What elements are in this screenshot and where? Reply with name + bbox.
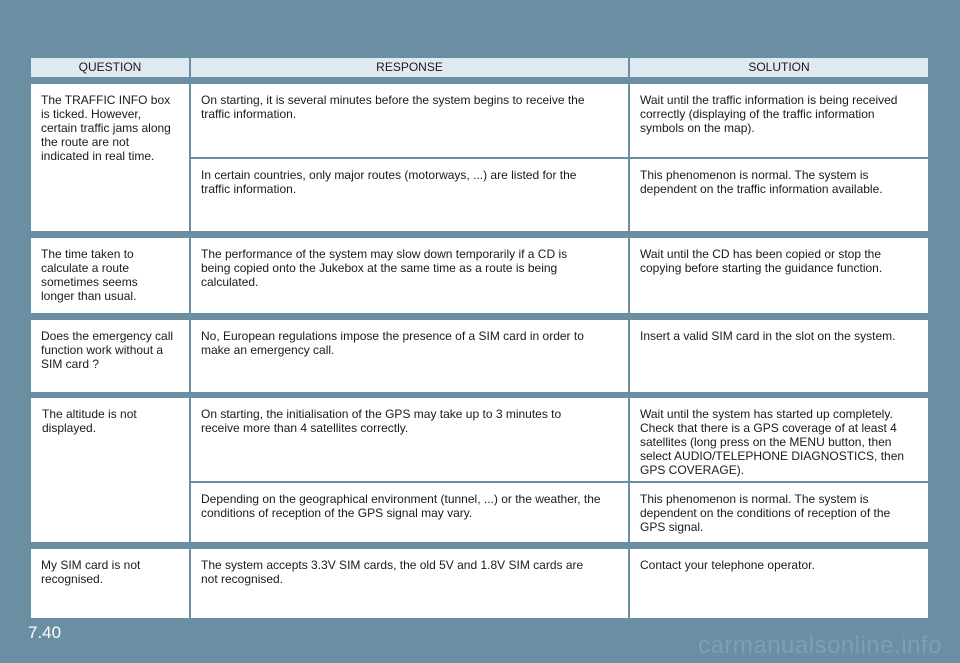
- question-cell: The time taken to calculate a route sometimes seems longer than usual.: [31, 238, 189, 313]
- response-cell: On starting, it is several minutes before the system begins to receive the traffic information.: [191, 84, 628, 157]
- solution-cell: Wait until the CD has been copied or stop the copying before starting the guidance function.: [630, 238, 928, 313]
- response-cell: Depending on the geographical environment (tunnel, ...) or the weather, the conditions of reception of the GPS signal may vary.: [191, 483, 628, 542]
- response-cell: The system accepts 3.3V SIM cards, the old 5V and 1.8V SIM cards are not recognised.: [191, 549, 628, 618]
- response-cell: On starting, the initialisation of the GPS may take up to 3 minutes to receive more than 4 satellites correctly.: [191, 398, 628, 481]
- solution-cell: Contact your telephone operator.: [630, 549, 928, 618]
- response-cell: The performance of the system may slow down temporarily if a CD is being copied onto the Jukebox at the same time as a route is being calculated.: [191, 238, 628, 313]
- header-solution: SOLUTION: [630, 58, 928, 77]
- header-question: QUESTION: [31, 58, 189, 77]
- question-cell: My SIM card is not recognised.: [31, 549, 189, 618]
- question-cell: The TRAFFIC INFO box is ticked. However, certain traffic jams along the route are not indicated in real time.: [31, 84, 189, 231]
- solution-cell: This phenomenon is normal. The system is dependent on the conditions of reception of the GPS signal.: [630, 483, 928, 542]
- solution-cell: Insert a valid SIM card in the slot on the system.: [630, 320, 928, 392]
- response-cell: No, European regulations impose the presence of a SIM card in order to make an emergency call.: [191, 320, 628, 392]
- page-number: 7.40: [28, 623, 62, 642]
- solution-cell: This phenomenon is normal. The system is dependent on the traffic information available.: [630, 159, 928, 231]
- header-response: RESPONSE: [191, 58, 628, 77]
- response-cell: In certain countries, only major routes (motorways, ...) are listed for the traffic information.: [191, 159, 628, 231]
- question-cell: Does the emergency call function work without a SIM card ?: [31, 320, 189, 392]
- question-cell: The altitude is not displayed.: [31, 398, 189, 542]
- solution-cell: Wait until the traffic information is being received correctly (displaying of the traffic information symbols on the map).: [630, 84, 928, 157]
- watermark: carmanualsonline.info: [698, 632, 942, 659]
- solution-cell: Wait until the system has started up completely. Check that there is a GPS coverage of at least 4 satellites (long press on the MENU button, then select AUDIO/TELEPHONE DIAGNOSTICS, then GPS COVERAGE).: [630, 398, 928, 481]
